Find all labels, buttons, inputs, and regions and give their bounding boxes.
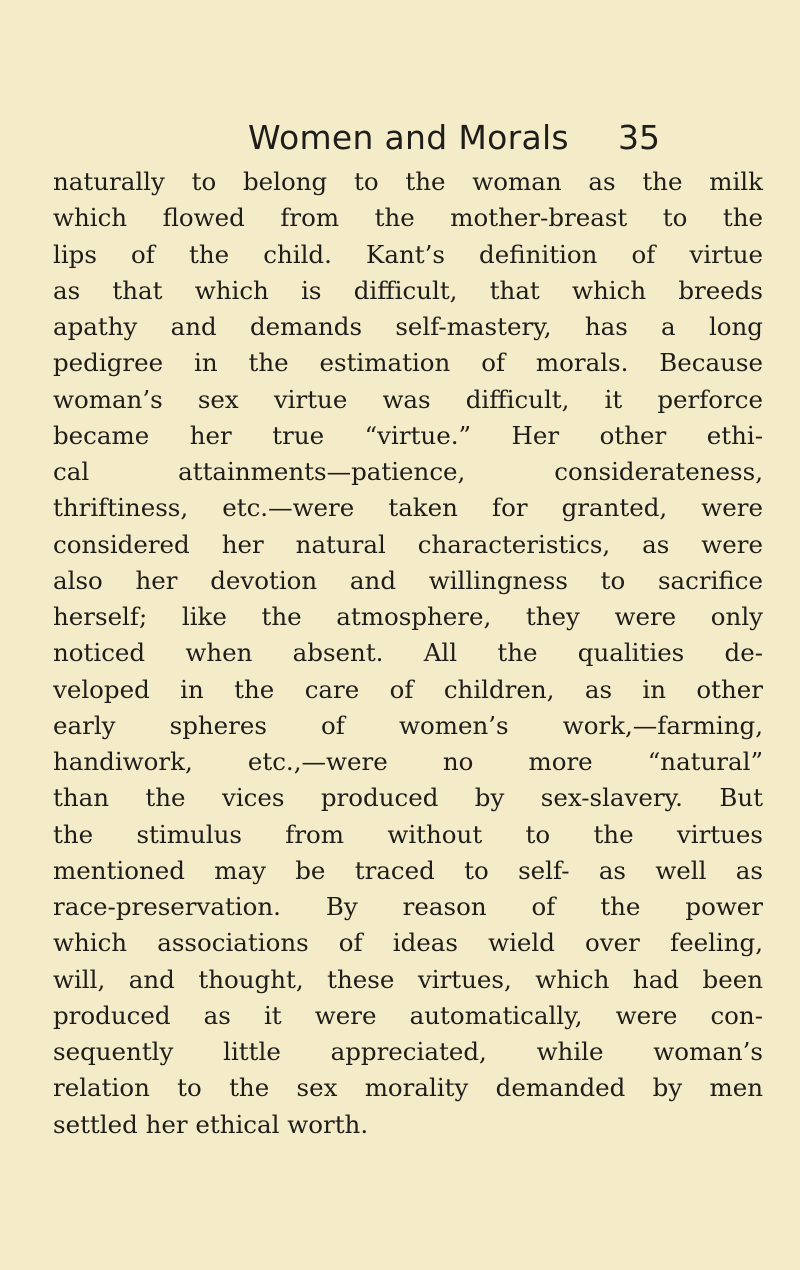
text-line: naturally to belong to the woman as the milk xyxy=(53,167,763,196)
text-line: will, and thought, these virtues, which had been xyxy=(53,964,763,994)
text-line: settled her ethical worth. xyxy=(53,1109,369,1139)
text-line: thriftiness, etc.—were taken for granted, were xyxy=(53,493,763,523)
body-paragraph xyxy=(53,164,763,1143)
text-line: woman’s sex virtue was difficult, it perforce xyxy=(53,384,763,414)
text-line: considered her natural characteristics, as were xyxy=(53,529,763,559)
text-line: mentioned may be traced to self- as well as xyxy=(53,855,763,885)
text-line: cal attainments—patience, considerateness, xyxy=(53,457,763,486)
running-title: Women and Morals xyxy=(248,118,569,157)
page-number: 35 xyxy=(618,118,660,157)
text-line: became her true “virtue.” Her other ethi- xyxy=(53,420,763,450)
text-line: also her devotion and willingness to sacrifice xyxy=(53,565,763,595)
text-line: the stimulus from without to the virtues xyxy=(53,819,763,849)
text-line: which associations of ideas wield over feeling, xyxy=(53,928,763,958)
text-line: veloped in the care of children, as in other xyxy=(53,674,763,704)
text-line: herself; like the atmosphere, they were only xyxy=(53,602,763,631)
text-line: apathy and demands self-mastery, has a long xyxy=(53,312,763,341)
text-line: than the vices produced by sex-slavery. But xyxy=(53,783,763,813)
text-line: handiwork, etc.,—were no more “natural” xyxy=(53,747,763,776)
text-line: which flowed from the mother-breast to the xyxy=(53,203,763,233)
text-line: produced as it were automatically, were con- xyxy=(53,1000,763,1030)
text-line: sequently little appreciated, while woman’s xyxy=(53,1037,763,1066)
text-line: as that which is difficult, that which breeds xyxy=(53,275,763,305)
text-line: race-preservation. By reason of the power xyxy=(53,892,763,921)
running-head xyxy=(0,116,800,160)
text-line: noticed when absent. All the qualities de- xyxy=(53,638,763,668)
text-line: pedigree in the estimation of morals. Because xyxy=(53,348,763,378)
text-line: relation to the sex morality demanded by men xyxy=(53,1073,763,1103)
text-line: lips of the child. Kant’s definition of virtue xyxy=(53,239,763,269)
text-line: early spheres of women’s work,—farming, xyxy=(53,710,763,740)
